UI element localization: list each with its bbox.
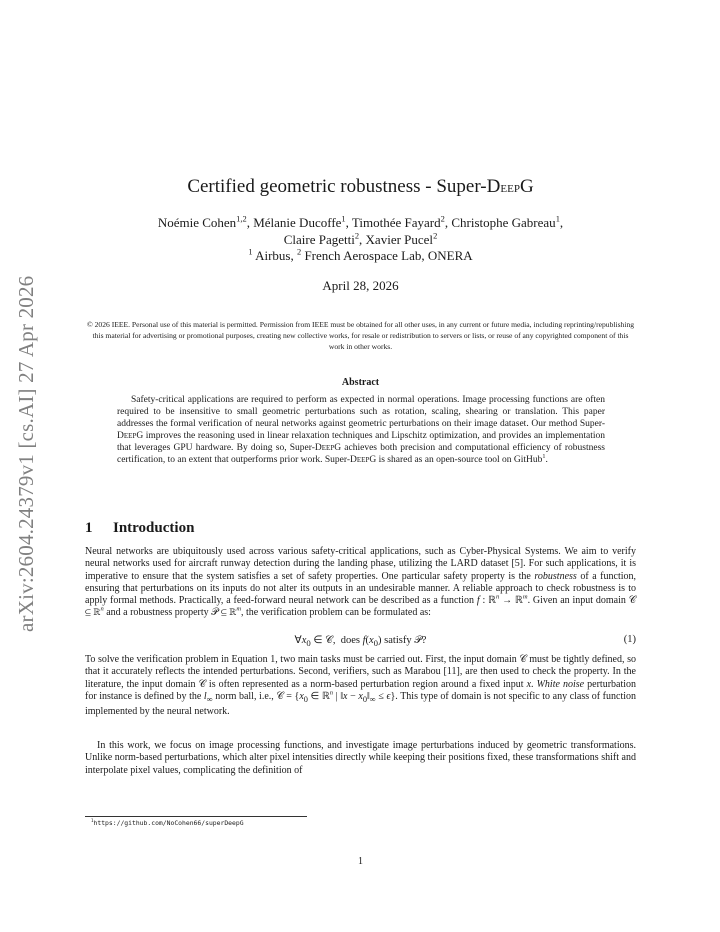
section-number: 1 bbox=[85, 520, 93, 536]
page-number: 1 bbox=[358, 856, 363, 867]
footnote-rule bbox=[85, 816, 307, 817]
title-tool-d: D bbox=[486, 176, 501, 197]
section-heading-introduction bbox=[85, 520, 636, 537]
intro-paragraph-3: In this work, we focus on image processing functions, and investigate image perturbations induced by geometric transformations. Unlike norm-based perturbations, which alter pixel intensities directly while keeping their positions fixed, these transformations shift and interpolate pixel values, complicating the definition of bbox=[85, 740, 636, 776]
arxiv-stamp: arXiv:2604.24379v1 [cs.AI] 27 Apr 2026 bbox=[14, 275, 38, 632]
intro-paragraph-2: To solve the verification problem in Equation 1, two main tasks must be carried out. First, the input domain 𝒞 must be tightly defined, so that it accurately reflects the intended perturbations. Second, verifiers, such as Marabou [11], are then used to check the property. In the literature, the input domain 𝒞 is often represented as a norm-based perturbation region around a fixed input x. White noise perturbation for instance is defined by the $l_\infty$ norm ball, i.e., 𝒞 = {$x_0$ ∈ ℝ$^n$ | ‖x − $x_0‖_\infty \le \epsilon$}. This type of domain is not specific to any class of function implemented by the neural network. bbox=[85, 654, 637, 718]
copyright-notice: © 2026 IEEE. Personal use of this material is permitted. Permission from IEEE must be obtained for all other uses, in any current or future media, including reprinting/republishing this material for advertising or promotional purposes, creating new collective works, for resale or redistribution to servers or lists, or reuse of any copyrighted component of this work in other works. bbox=[86, 320, 635, 352]
paper-title bbox=[85, 176, 636, 198]
equation-body: $\forall x_0$ ∈ 𝒞, does $f(x_0)$ satisfy 𝒫? bbox=[294, 635, 427, 649]
title-tool-g: G bbox=[519, 176, 534, 197]
footnote-github-link[interactable]: $^1$https://github.com/NoCohen66/superDeepG bbox=[91, 817, 244, 827]
title-tool-rest: eep bbox=[500, 180, 520, 196]
equation-number: (1) bbox=[623, 634, 636, 645]
title-main: Certified geometric robustness - Super- bbox=[187, 176, 487, 197]
abstract-heading: Abstract bbox=[341, 377, 380, 388]
intro-paragraph-1: Neural networks are ubiquitously used across various safety-critical applications, such as Cyber-Physical Systems. We aim to verify neural networks used for aircraft runway detection during the landing phase, utilizing the LARD dataset [5]. For such applications, it is imperative to ensure that the system satisfies a set of safety properties. One particular safety property is the robustness of a function, ensuring that perturbations on its inputs do not alter its outputs in an undesirable manner. A reliable approach to check robustness is to apply formal methods. Practically, a feed-forward neural network can be described as a function f : ℝ$^n$ → ℝ$^m$. Given an input domain 𝒞 ⊆ ℝ$^n$ and a robustness property 𝒫 ⊆ ℝ$^m$, the verification problem can be formulated as: bbox=[85, 546, 637, 619]
section-title: Introduction bbox=[113, 520, 195, 536]
affiliations: $^1$ Airbus, $^2$ French Aerospace Lab, ONERA bbox=[248, 246, 473, 263]
authors-line-2: Claire Pagetti$^2$, Xavier Pucel$^2$ bbox=[283, 230, 438, 247]
paper-date: April 28, 2026 bbox=[322, 278, 399, 293]
authors-line-1: Noémie Cohen$^{1,2}$, Mélanie Ducoffe$^1$, Timothée Fayard$^2$, Christophe Gabreau$^1$, bbox=[157, 213, 564, 230]
author-list bbox=[85, 214, 636, 248]
abstract-text: Safety-critical applications are required to perform as expected in normal operations. Image processing functions are often required to be insensitive to small geometric perturbations such as rotation, scaling, shearing or translation. This paper addresses the formal verification of neural networks against geometric perturbations on their image dataset. Our method Super-DeepG improves the reasoning used in linear relaxation techniques and Lipschitz optimization, and provides an implementation that leverages GPU hardware. By doing so, Super-DeepG achieves both precision and computational efficiency of robustness certification, to an extent that outperforms prior work. Super-DeepG is shared as an open-source tool on GitHub$^1$. bbox=[117, 395, 605, 466]
